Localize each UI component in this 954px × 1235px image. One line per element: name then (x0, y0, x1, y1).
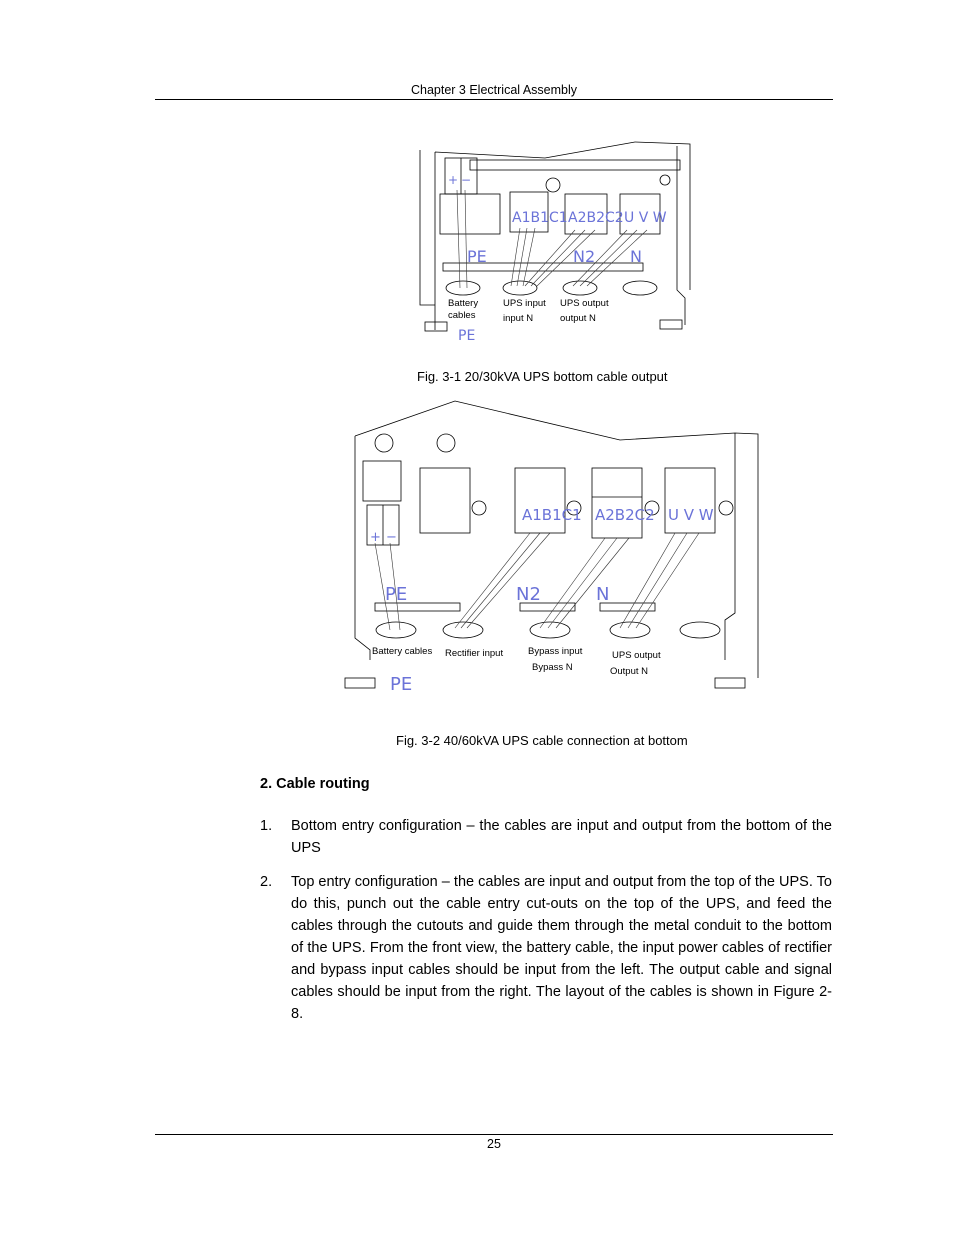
header-rule (155, 99, 833, 100)
fig1-label-ups-output: UPS output (560, 298, 609, 309)
fig1-plus-marking: + (448, 173, 459, 187)
fig1-group1-marking: A1B1C1 (512, 210, 568, 226)
fig2-label-rectifier: Rectifier input (445, 648, 504, 659)
figure-1-diagram (415, 140, 695, 345)
fig2-group3-marking: U V W (668, 506, 714, 524)
fig1-pe-marking: PE (467, 247, 487, 266)
fig1-pe-bottom-marking: PE (458, 328, 476, 344)
fig2-label-ups-output: UPS output (612, 650, 661, 661)
fig1-minus-marking: − (461, 173, 472, 187)
fig2-pe-bottom-marking: PE (390, 674, 413, 693)
fig1-label-ups-output-2: output N (560, 313, 596, 324)
list-item (260, 815, 832, 859)
fig1-label-ups-input-2: input N (503, 313, 534, 324)
fig2-plus-marking: + (370, 530, 381, 545)
figure-1-caption: Fig. 3-1 20/30kVA UPS bottom cable output (417, 369, 668, 384)
fig2-pe-marking: PE (385, 584, 408, 605)
list-item-number: 1. (260, 818, 273, 834)
fig1-label-ups-input: UPS input (503, 298, 546, 309)
fig1-group3-marking: U V W (624, 210, 667, 226)
fig1-label-battery-2: cables (448, 310, 476, 321)
list-item-text: Bottom entry configuration – the cables are input and output from the bottom of the UPS (291, 818, 832, 856)
figure-2-caption: Fig. 3-2 40/60kVA UPS cable connection at bottom (396, 733, 688, 748)
fig1-n-marking: N (630, 247, 642, 266)
fig2-group2-marking: A2B2C2 (595, 506, 655, 524)
figure-2-diagram (330, 398, 762, 693)
running-header: Chapter 3 Electrical Assembly (410, 83, 578, 97)
fig2-group1-marking: A1B1C1 (522, 506, 582, 524)
fig2-n2-marking: N2 (516, 584, 541, 605)
list-item-text: Top entry configuration – the cables are input and output from the top of the UPS. To do this, punch out the cable entry cut-outs on the top of the UPS, and feed the cables through the cutouts and guide them through the metal conduit to the bottom of the UPS. From the front view, the battery cable, the input power cables of rectifier and bypass input cables should be input from the left. The output cable and signal cables should be input from the right. The layout of the cables is shown in Figure 2-8. (291, 874, 832, 1022)
list-item (260, 871, 832, 1025)
fig2-n-marking: N (596, 584, 610, 605)
section-heading: 2. Cable routing (260, 776, 370, 792)
fig1-n2-marking: N2 (573, 247, 596, 266)
fig1-label-battery: Battery (448, 298, 479, 309)
fig2-label-ups-output-2: Output N (610, 666, 649, 677)
fig1-group2-marking: A2B2C2 (568, 210, 624, 226)
fig2-label-bypass: Bypass input (528, 646, 583, 657)
fig2-label-battery: Battery cables (372, 646, 433, 657)
footer-rule (155, 1134, 833, 1135)
page-number: 25 (487, 1137, 501, 1151)
fig2-label-bypass-2: Bypass N (532, 662, 573, 673)
list-item-number: 2. (260, 874, 273, 890)
fig2-minus-marking: − (386, 530, 397, 545)
